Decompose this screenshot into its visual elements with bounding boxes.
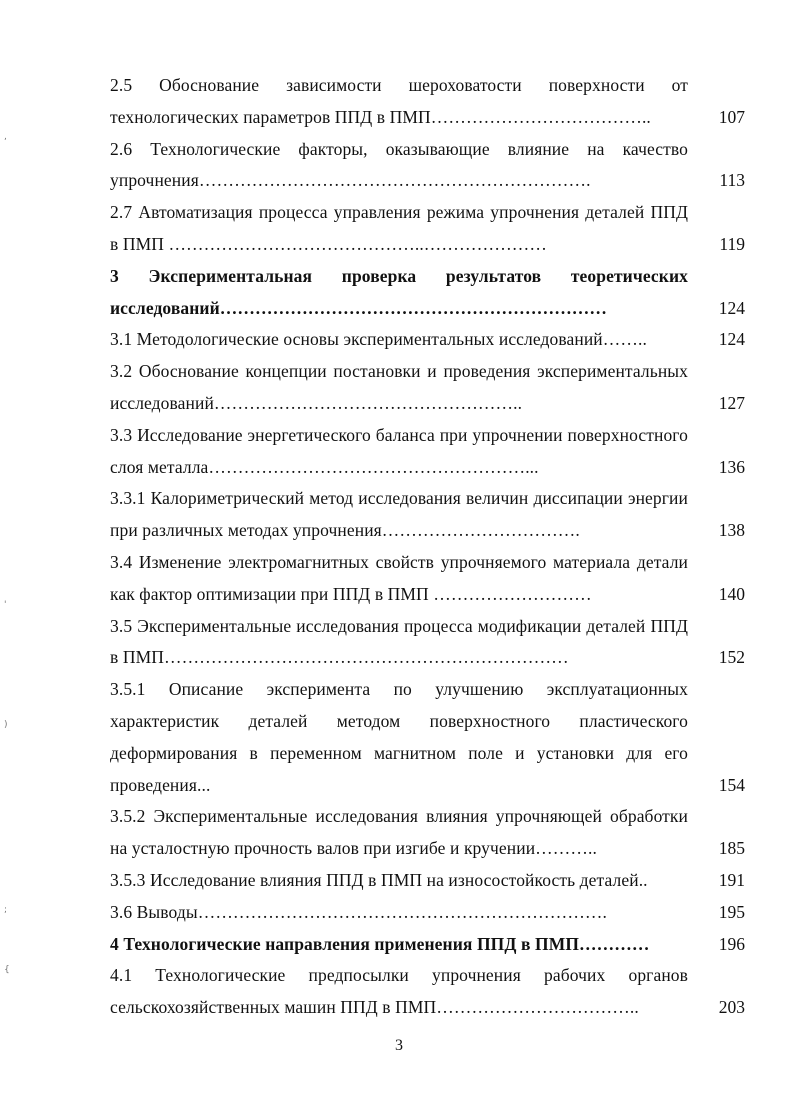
page-number: 3 [395, 1037, 403, 1054]
toc-entry [110, 356, 745, 420]
toc-entry [110, 960, 745, 1024]
toc-entry [110, 674, 745, 801]
toc-entry-page: 136 [718, 456, 745, 477]
scan-artifact: ) [4, 720, 8, 730]
toc-entry-page: 127 [718, 392, 745, 413]
toc-entry-page: 196 [718, 933, 745, 954]
toc-entry-page: 191 [718, 869, 745, 890]
toc-entry-title: 3.6 Выводы……………………………………………………………. [110, 901, 608, 922]
toc-entry-title: 2.5 Обоснование зависимости шероховатости поверхности от технологических параметров ППД в ПМП……………………………….. [110, 75, 688, 127]
scan-artifact: , [4, 132, 7, 142]
toc-entry-page: 195 [718, 901, 745, 922]
toc-entry-title: 3.5 Экспериментальные исследования процесса модификации деталей ППД в ПМП…………………………………………………………… [110, 615, 688, 668]
toc-entry-title: 3.5.1 Описание эксперимента по улучшению эксплуатационных характеристик деталей методом поверхностного пластического деформирования в переменном магнитном поле и установки для его проведения... [110, 679, 688, 795]
toc-entry-page: 140 [718, 583, 745, 604]
toc-entry-page: 138 [718, 520, 745, 541]
scan-artifact: { [4, 965, 10, 975]
toc-entry [110, 420, 745, 484]
toc-entry [110, 547, 745, 611]
toc-entry-title: 3.4 Изменение электромагнитных свойств упрочняемого материала детали как фактор оптимизации при ППД в ПМП ……………………… [110, 551, 688, 604]
toc-entry [110, 483, 745, 547]
toc-entry-page: 107 [718, 106, 745, 127]
toc-entry [110, 70, 745, 134]
toc-entry-page: 113 [719, 170, 745, 191]
toc-entry-title: 3.1 Методологические основы экспериментальных исследований…….. [110, 329, 647, 350]
toc-entry [110, 929, 745, 961]
toc-entry [110, 261, 745, 325]
toc-entry-page: 203 [718, 997, 745, 1018]
toc-entry-title: 3.3 Исследование энергетического баланса при упрочнении поверхностного слоя металла………………………………………………... [110, 424, 688, 477]
toc-entry-page: 185 [718, 838, 745, 859]
toc-entry-title: 3.5.2 Экспериментальные исследования влияния упрочняющей обработки на усталостную прочность валов при изгибе и кручении……….. [110, 806, 688, 859]
toc-entry-page: 124 [718, 329, 745, 350]
toc-entry [110, 865, 745, 897]
toc-entry-title: 3.3.1 Калориметрический метод исследования величин диссипации энергии при различных методах упрочнения……………………………. [110, 488, 688, 541]
toc-entry [110, 897, 745, 929]
table-of-contents [110, 70, 745, 1024]
toc-entry-page: 124 [718, 297, 745, 318]
toc-entry-title: 4 Технологические направления применения ППД в ПМП………… [110, 933, 650, 954]
toc-entry-page: 152 [718, 647, 745, 668]
toc-entry-page: 154 [718, 774, 745, 795]
scan-artifact: ' [4, 600, 7, 610]
toc-entry-title: 3.2 Обоснование концепции постановки и проведения экспериментальных исследований…………………………………………….. [110, 361, 688, 413]
toc-entry [110, 801, 745, 865]
toc-entry-title: 2.6 Технологические факторы, оказывающие влияние на качество упрочнения…………………………………………………………. [110, 138, 688, 191]
toc-entry-page: 119 [719, 233, 745, 254]
toc-entry [110, 197, 745, 261]
toc-entry [110, 611, 745, 675]
toc-entry-title: 3 Экспериментальная проверка результатов теоретических исследований………………………………………………………… [110, 265, 688, 318]
toc-entry [110, 324, 745, 356]
toc-entry-title: 4.1 Технологические предпосылки упрочнения рабочих органов сельскохозяйственных машин ППД в ПМП…………………………….. [110, 965, 688, 1018]
toc-entry-title: 3.5.3 Исследование влияния ППД в ПМП на износостойкость деталей.. [110, 869, 648, 890]
toc-entry-title: 2.7 Автоматизация процесса управления режима упрочнения деталей ППД в ПМП ……………………………………..………………… [110, 202, 688, 254]
toc-entry [110, 134, 745, 198]
scan-artifact: ; [4, 905, 8, 915]
